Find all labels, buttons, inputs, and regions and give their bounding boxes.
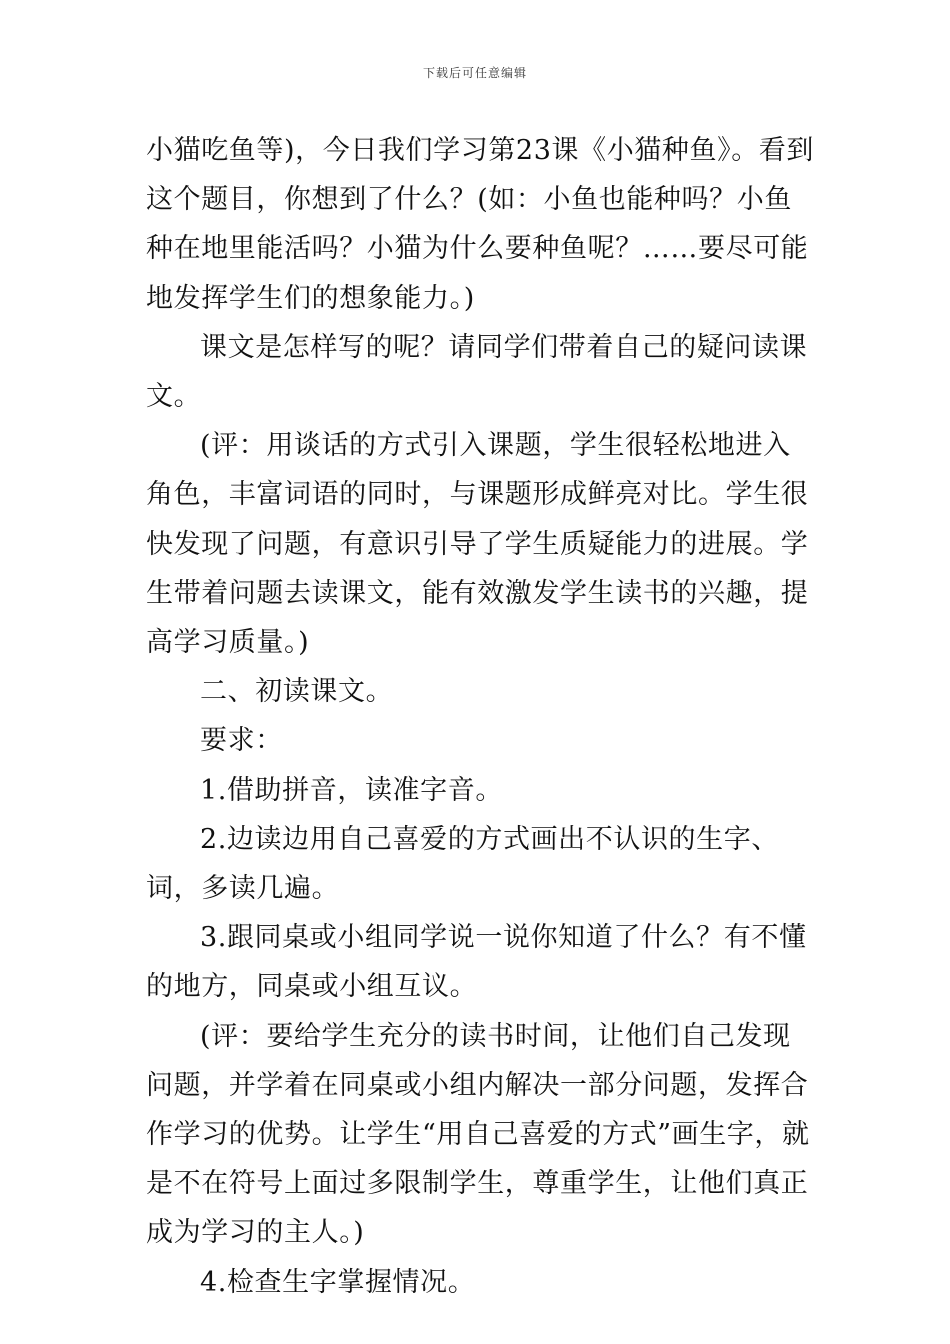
requirement-item-4: 4.检查生字掌握情况。 <box>200 1266 476 1298</box>
document-body <box>146 126 816 1307</box>
section-heading-first-reading: 二、初读课文。 <box>200 676 394 708</box>
paragraph-1: 小猫吃鱼等)，今日我们学习第23课《小猫种鱼》。看到这个题目，你想到了什么？(如：小鱼也能种吗？小鱼种在地里能活吗？小猫为什么要种鱼呢？……要尽可能地发挥学生们的想象能力。) <box>146 135 814 314</box>
paragraph-comment-2: (评：要给学生充分的读书时间，让他们自己发现问题，并学着在同桌或小组内解决一部分问题，发挥合作学习的优势。让学生“用自己喜爱的方式”画生字，就是不在符号上面过多限制学生，尊重学生，让他们真正成为学习的主人。) <box>146 1020 810 1249</box>
paragraph-2: 课文是怎样写的呢？请同学们带着自己的疑问读课文。 <box>146 331 808 413</box>
paragraph-3-comment: (评：用谈话的方式引入课题，学生很轻松地进入角色，丰富词语的同时，与课题形成鲜亮对比。学生很快发现了问题，有意识引导了学生质疑能力的进展。学生带着问题去读课文，能有效激发学生读书的兴趣，提高学习质量。) <box>146 430 809 659</box>
requirement-item-2: 2.边读边用自己喜爱的方式画出不认识的生字、词，多读几遍。 <box>146 823 779 905</box>
requirement-item-3: 3.跟同桌或小组同学说一说你知道了什么？有不懂的地方，同桌或小组互议。 <box>146 922 807 1003</box>
requirements-label: 要求： <box>200 725 283 757</box>
page-header: 下载后可任意编辑 <box>422 66 527 80</box>
requirement-item-1: 1.借助拼音，读准字音。 <box>200 774 503 806</box>
